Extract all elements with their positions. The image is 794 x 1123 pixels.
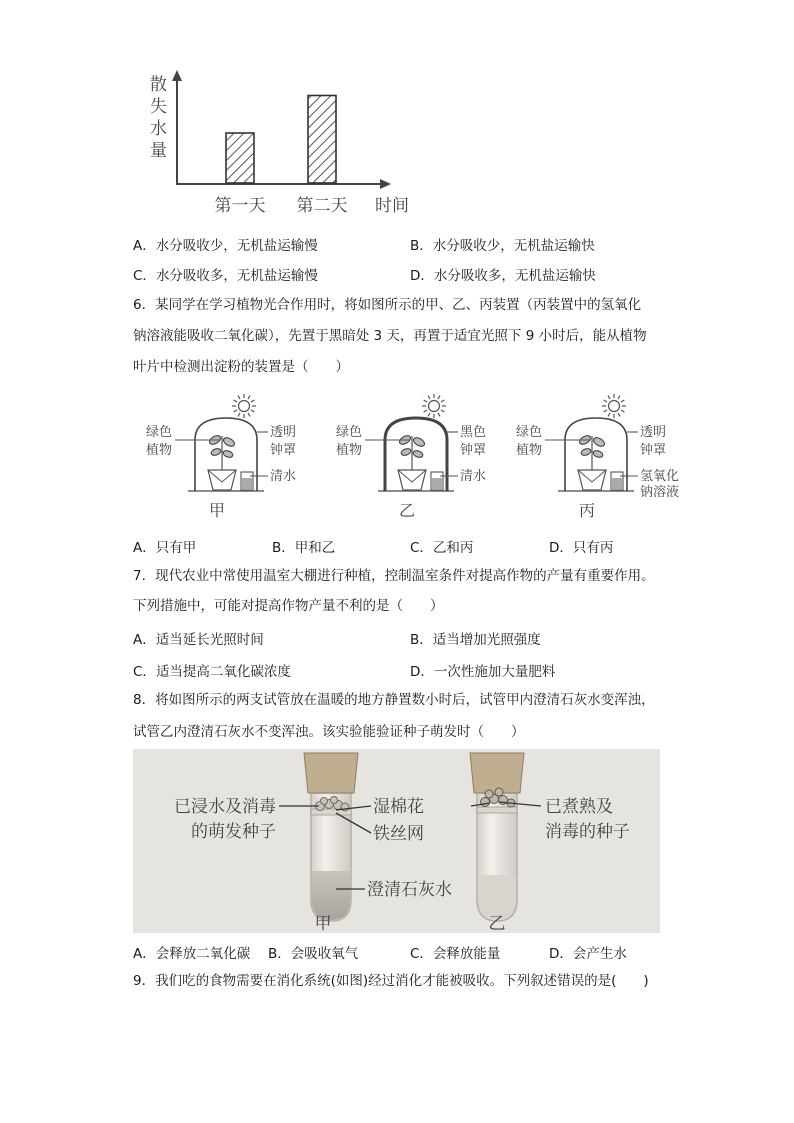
bar-2 xyxy=(308,96,336,184)
plant-icon xyxy=(398,434,426,470)
option-letter: B． xyxy=(410,632,433,648)
option-text: 只有丙 xyxy=(572,540,614,556)
q6-stem-line-1: 6．某同学在学习植物光合作用时，将如图所示的甲、乙、丙装置（丙装置中的氢氧化 xyxy=(133,297,642,313)
right-label: 钟罩 xyxy=(270,443,297,458)
plant-icon xyxy=(208,434,236,470)
option-letter: B． xyxy=(410,238,433,254)
option-letter: C． xyxy=(133,268,156,284)
q7-option-b[interactable] xyxy=(410,628,541,648)
plant-icon xyxy=(578,434,606,470)
q5-option-d[interactable] xyxy=(410,264,596,284)
option-text: 一次性施加大量肥料 xyxy=(433,664,556,680)
right-label: 黑色 xyxy=(460,425,487,440)
right-label: 清水 xyxy=(460,469,487,484)
option-letter: D． xyxy=(549,946,573,962)
sun-icon xyxy=(602,394,626,418)
option-text: 会产生水 xyxy=(572,946,627,962)
right-label: 透明 xyxy=(270,425,297,440)
test-tube-jia xyxy=(304,753,358,921)
sun-icon xyxy=(422,394,446,418)
option-text: 水分吸收少，无机盐运输慢 xyxy=(155,238,318,254)
option-letter: A． xyxy=(133,238,156,254)
cork-stopper xyxy=(304,753,358,793)
option-letter: D． xyxy=(410,664,434,680)
q5-option-b[interactable] xyxy=(410,234,595,254)
test-tube-yi xyxy=(470,753,524,921)
q7-option-d[interactable] xyxy=(410,660,555,680)
left-label: 植物 xyxy=(516,443,543,458)
q7-stem-line-1: 7．现代农业中常使用温室大棚进行种植，控制温室条件对提高作物的产量有重要作用。 xyxy=(133,568,655,584)
q8-option-d[interactable] xyxy=(549,942,627,962)
left-label: 绿色 xyxy=(516,425,543,440)
label-boiled-seeds: 消毒的种子 xyxy=(545,822,630,842)
q8-stem-line-2: 试管乙内澄清石灰水不变浑浊。该实验能验证种子萌发时（ ） xyxy=(133,724,525,740)
option-text: 只有甲 xyxy=(155,540,197,556)
label-soaked-seeds: 的萌发种子 xyxy=(191,822,276,842)
test-tubes-figure xyxy=(133,749,660,933)
tube-name-jia: 甲 xyxy=(314,914,332,933)
left-label: 绿色 xyxy=(336,425,363,440)
option-letter: D． xyxy=(549,540,573,556)
option-text: 会释放能量 xyxy=(432,946,501,962)
setup-name: 甲 xyxy=(208,501,226,520)
setup-name: 丙 xyxy=(578,501,596,520)
option-text: 水分吸收少，无机盐运输快 xyxy=(432,238,595,254)
right-label: 钟罩 xyxy=(640,443,667,458)
option-text: 会吸收氧气 xyxy=(290,946,359,962)
q7-option-a[interactable] xyxy=(133,628,264,648)
right-label: 氢氧化 xyxy=(640,469,680,484)
label-soaked-seeds: 已浸水及消毒 xyxy=(174,797,276,817)
x-tick-label: 第一天 xyxy=(214,196,266,216)
option-letter: A． xyxy=(133,946,156,962)
q6-stem-line-3: 叶片中检测出淀粉的装置是（ ） xyxy=(133,359,349,375)
option-text: 乙和丙 xyxy=(432,540,474,556)
q6-option-c[interactable] xyxy=(410,536,473,556)
option-letter: B． xyxy=(272,540,295,556)
q8-option-a[interactable] xyxy=(133,942,250,962)
q6-option-b[interactable] xyxy=(272,536,335,556)
setup-bing xyxy=(516,394,679,520)
q8-stem-line-1: 8．将如图所示的两支试管放在温暖的地方静置数小时后，试管甲内澄清石灰水变浑浊， xyxy=(133,692,655,708)
left-label: 植物 xyxy=(146,443,173,458)
q8-option-c[interactable] xyxy=(410,942,500,962)
cork-stopper xyxy=(470,753,524,793)
y-axis-label: 散 失 水 量 xyxy=(150,75,167,161)
sun-icon xyxy=(232,394,256,418)
option-letter: A． xyxy=(133,632,156,648)
right-label: 清水 xyxy=(270,469,297,484)
option-text: 甲和乙 xyxy=(294,540,336,556)
water-loss-bar-chart xyxy=(140,68,430,218)
q5-option-a[interactable] xyxy=(133,234,318,254)
option-letter: C． xyxy=(410,540,433,556)
setup-yi xyxy=(336,394,486,520)
q7-stem-line-2: 下列措施中，可能对提高作物产量不利的是（ ） xyxy=(133,598,444,614)
right-label: 透明 xyxy=(640,425,667,440)
left-label: 绿色 xyxy=(146,425,173,440)
q6-stem-line-2: 钠溶液能吸收二氧化碳），先置于黑暗处 3 天，再置于适宜光照下 9 小时后，能从植物 xyxy=(133,328,647,344)
label-limewater: 澄清石灰水 xyxy=(367,880,452,900)
right-label: 钟罩 xyxy=(460,443,487,458)
option-letter: B． xyxy=(268,946,291,962)
option-text: 适当提高二氧化碳浓度 xyxy=(155,664,291,680)
setup-jia xyxy=(146,394,296,520)
bell-jar-setups-figure xyxy=(140,392,700,527)
q5-option-c[interactable] xyxy=(133,264,318,284)
beaker-liquid xyxy=(432,478,442,489)
label-wet-cotton: 湿棉花 xyxy=(373,797,424,817)
option-text: 适当延长光照时间 xyxy=(155,632,264,648)
beaker-liquid xyxy=(242,478,252,489)
q7-option-c[interactable] xyxy=(133,660,291,680)
option-letter: C． xyxy=(133,664,156,680)
option-text: 水分吸收多，无机盐运输快 xyxy=(433,268,596,284)
q9-stem-line-1: 9．我们吃的食物需要在消化系统(如图)经过消化才能被吸收。下列叙述错误的是( ) xyxy=(133,973,649,989)
bar-1 xyxy=(226,133,254,183)
label-wire-mesh: 铁丝网 xyxy=(373,824,424,844)
option-text: 会释放二氧化碳 xyxy=(155,946,251,962)
option-letter: A． xyxy=(133,540,156,556)
q6-option-d[interactable] xyxy=(549,536,613,556)
tube-name-yi: 乙 xyxy=(488,914,506,933)
x-tick-label: 第二天 xyxy=(296,196,348,216)
setup-name: 乙 xyxy=(398,501,416,520)
option-letter: D． xyxy=(410,268,434,284)
q6-option-a[interactable] xyxy=(133,536,196,556)
label-boiled-seeds: 已煮熟及 xyxy=(545,797,613,817)
left-label: 植物 xyxy=(336,443,363,458)
x-axis-label: 时间 xyxy=(375,196,409,216)
q8-option-b[interactable] xyxy=(268,942,358,962)
option-text: 适当增加光照强度 xyxy=(432,632,541,648)
option-text: 水分吸收多，无机盐运输慢 xyxy=(155,268,318,284)
beaker-liquid xyxy=(612,478,622,489)
option-letter: C． xyxy=(410,946,433,962)
right-label: 钠溶液 xyxy=(640,485,680,500)
